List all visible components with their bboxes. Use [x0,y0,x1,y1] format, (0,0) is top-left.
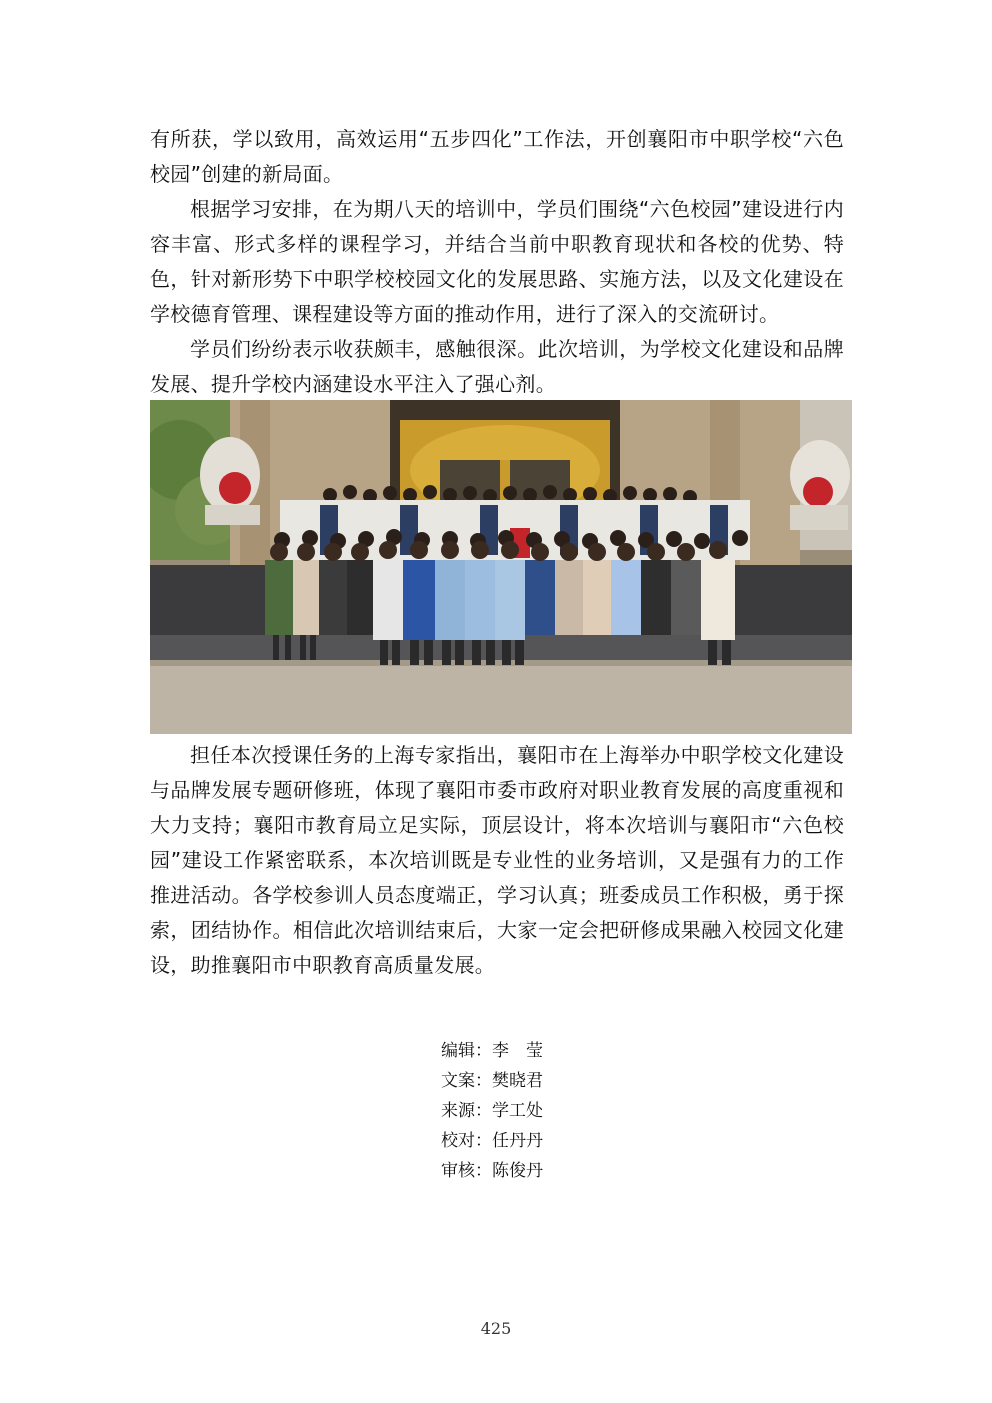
page-number: 425 [480,1319,512,1338]
paragraph-training: 根据学习安排，在为期八天的培训中，学员们围绕“六色校园”建设进行内容丰富、形式多样的课程学习，并结合当前中职教育现状和各校的优势、特色，针对新形势下中职学校校园文化的发展思路、实施方法，以及文化建设在学校德育管理、课程建设等方面的推动作用，进行了深入的交流研讨。 [150,197,844,326]
paragraph-feedback: 学员们纷纷表示收获颇丰，感触很深。此次培训，为学校文化建设和品牌发展、提升学校内涵建设水平注入了强心剂。 [150,337,844,396]
group-photo [150,400,852,734]
paragraph-expert-comments: 担任本次授课任务的上海专家指出，襄阳市在上海举办中职学校文化建设与品牌发展专题研修班，体现了襄阳市委市政府对职业教育发展的高度重视和大力支持；襄阳市教育局立足实际，顶层设计，将本次培训与襄阳市“六色校园”建设工作紧密联系，本次培训既是专业性的业务培训，又是强有力的工作推进活动。各学校参训人员态度端正，学习认真；班委成员工作积极，勇于探索，团结协作。相信此次培训结束后，大家一定会把研修成果融入校园文化建设，助推襄阳市中职教育高质量发展。 [150,743,844,977]
credit-reviewer: 审核：陈俊丹 [441,1161,543,1181]
paragraph-continued: 有所获，学以致用，高效运用“五步四化”工作法，开创襄阳市中职学校“六色校园”创建的新局面。 [150,127,844,186]
credit-editor: 编辑：李 莹 [441,1041,543,1061]
credit-source: 来源：学工处 [441,1101,543,1121]
credit-copywriter: 文案：樊晓君 [441,1071,543,1091]
credit-proofreader: 校对：任丹丹 [441,1131,543,1151]
credits-block [441,1036,543,1186]
